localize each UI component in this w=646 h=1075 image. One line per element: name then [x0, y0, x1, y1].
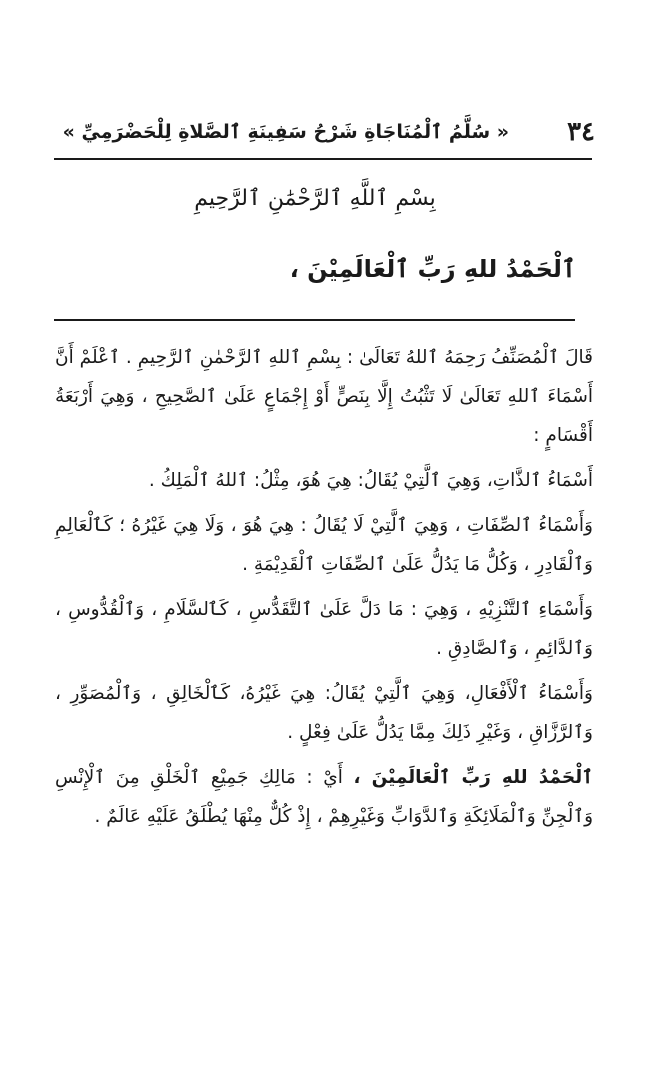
paragraph-text: وَأَسْمَاءُ ٱلصِّفَاتِ ، وَهِيَ ٱلَّتِيْ لَا يُقَالُ : هِيَ هُوَ ، وَلَا هِيَ غَيْرُهُ ؛ كَٱلْعَالِمِ وَٱلْقَادِرِ ، وَكُلُّ مَا يَدُلُّ عَلَىٰ ٱلصِّفَاتِ ٱلْقَدِيْمَةِ . [55, 515, 593, 575]
running-header [55, 112, 595, 152]
commentary-paragraph [55, 590, 593, 668]
commentary-paragraph [55, 674, 593, 752]
running-header-title: « سُلَّمُ ٱلْمُنَاجَاةِ شَرْحُ سَفِينَةِ ٱلصَّلاةِ لِلْحَضْرَمِيِّ » [62, 121, 510, 143]
commentary-paragraph [55, 461, 593, 500]
commentary-paragraph [55, 506, 593, 584]
matn-divider [54, 319, 575, 321]
paragraph-text: وَأَسْمَاءِ ٱلتَّنْزِيْهِ ، وَهِيَ : مَا دَلَّ عَلَىٰ ٱلتَّقَدُّسِ ، كَٱلسَّلَامِ ، وَٱلْقُدُّوسِ ، وَٱلدَّائِمِ ، وَٱلصَّادِقِ . [55, 599, 593, 659]
commentary-paragraph [55, 758, 593, 836]
paragraph-text: وَأَسْمَاءُ ٱلْأَفْعَالِ، وَهِيَ ٱلَّتِيْ يُقَالُ: هِيَ غَيْرُهُ، كَٱلْخَالِقِ ، وَٱلْمُصَوِّرِ ، وَٱلرَّزَّاقِ ، وَغَيْرِ ذَلِكَ مِمَّا يَدُلُّ عَلَىٰ فِعْلٍ . [55, 683, 593, 743]
commentary-paragraph [55, 338, 593, 455]
paragraph-text: قَالَ ٱلْمُصَنِّفُ رَحِمَهُ ٱللهُ تَعَالَىٰ : بِسْمِ ٱللهِ ٱلرَّحْمٰنِ ٱلرَّحِيمِ . ٱعْلَمْ أَنَّ أَسْمَاءَ ٱللهِ تَعَالَىٰ لَا تَثْبُتُ إِلَّا بِنَصٍّ أَوْ إِجْمَاعٍ عَلَىٰ ٱلصَّحِيحِ ، وَهِيَ أَرْبَعَةُ أَقْسَامٍ : [55, 347, 593, 446]
commentary-body [55, 338, 593, 836]
basmala-text: بِسْمِ ٱللَّهِ ٱلرَّحْمَٰنِ ٱلرَّحِيمِ [194, 185, 436, 211]
paragraph-text: أَيْ : مَالِكِ جَمِيْعِ ٱلْخَلْقِ مِنَ ٱلْإِنْسِ وَٱلْجِنِّ وَٱلْمَلَائِكَةِ وَٱلدَّوَابِّ وَغَيْرِهِمْ ، إِذْ كُلٌّ مِنْهَا يُطْلَقُ عَلَيْهِ عَالَمٌ . [55, 767, 593, 827]
page-number: ٣٤ [567, 117, 595, 147]
paragraph-lead: ٱلْحَمْدُ للهِ رَبِّ ٱلْعَالَمِيْنَ ، [353, 767, 593, 788]
header-divider [54, 158, 592, 160]
paragraph-text: أَسْمَاءُ ٱلذَّاتِ، وَهِيَ ٱلَّتِيْ يُقَالُ: هِيَ هُوَ، مِثْلُ: ٱللهُ ٱلْمَلِكُ . [148, 470, 593, 491]
basmala-calligraphy [190, 172, 440, 224]
matn-text: ٱلْحَمْدُ للهِ رَبِّ ٱلْعَالَمِيْنَ ، [289, 255, 576, 283]
